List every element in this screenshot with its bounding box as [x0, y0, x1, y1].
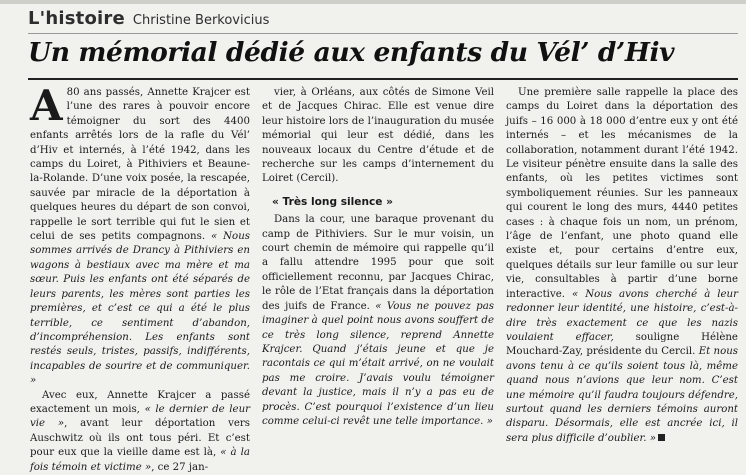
quote-text: « Vous ne pouvez pas imaginer à quel point nous avons souffert de ce très long silence, reprend Annette Krajcer. Quand j’étais jeune et que je racontais ce qui m’était arrivé, on ne voulait pas me croire. J’avais voulu témoigner devant la justice, mais il n’y a pas eu de procès. C’est pourquoi l’existence d’un lieu comme celui-ci revêt une telle importance. »	[262, 300, 494, 427]
paragraph	[262, 213, 494, 429]
paragraph	[262, 86, 494, 187]
paragraph	[30, 81, 250, 389]
article-column-1	[30, 81, 251, 473]
paragraph-text: 80 ans passés, Annette Krajcer est l’une des rares à pouvoir encore témoigner du sort des 4400 enfants arrêtés lors de la rafle du Vél’ d’Hiv et internés, à l’été 1942, dans les camps du Loiret, à Pithiviers et Beaune-la-Rolande. D’une voix posée, la rescapée, sauvée par miracle de la déportation à quelques heures du départ de son convoi, rappelle le sort terrible qui fut le sien et celui de ses petits compagnons.	[30, 87, 250, 243]
top-rule	[0, 0, 746, 4]
article-headline: Un mémorial dédié aux enfants du Vél’ d’Hiv	[28, 37, 675, 68]
article-column-2	[262, 86, 494, 427]
rubric-rule	[28, 33, 738, 34]
rubric-bar	[28, 8, 269, 32]
paragraph-text: souligne Hélène Mouchard-Zay, présidente du Cercil.	[506, 331, 738, 358]
article-column-3	[506, 86, 738, 444]
end-of-article-icon	[658, 434, 665, 441]
drop-cap: A	[30, 81, 63, 130]
quote-text: Et nous avons tenu à ce qu’ils soient tous là, même quand nous n’avions que leur nom. C’est une mémoire qu’il faudra toujours défendre, surtout quand les derniers témoins auront disparu. Désormais, elle est ancrée ici, il sera plus difficile d’oublier. »	[506, 346, 738, 444]
quote-text: « le dernier de leur vie »	[30, 403, 250, 430]
quote-text: « à la fois témoin et victime »	[30, 447, 250, 473]
paragraph-text: , ce 27 jan-	[151, 461, 209, 473]
author-byline: Christine Berkovicius	[132, 13, 270, 28]
paragraph-text: Dans la cour, une baraque provenant du camp de Pithiviers. Sur le mur voisin, un court chemin de mémoire qui rappelle qu’il a fallu attendre 1995 pour que soit officiellement reconnu, par Jacques Chirac, le rôle de l’Etat français dans la déportation des juifs de France.	[262, 214, 494, 312]
paragraph	[30, 389, 250, 475]
quote-text: « Nous avons cherché à leur redonner leur identité, une histoire, c’est-à-dire très exactement ce que les nazis voulaient effacer,	[506, 288, 738, 343]
paragraph-text: vier, à Orléans, aux côtés de Simone Veil et de Jacques Chirac. Elle est venue dire leur histoire lors de l’inauguration du musée mémorial qui leur est dédié, dans les nouveaux locaux du Centre d’étude et de recherche sur les camps d’internement du Loiret (Cercil).	[262, 87, 494, 185]
headline-rule	[28, 78, 738, 80]
paragraph-text: , avant leur déportation vers Auschwitz où ils ont tous péri. Et c’est pour eux que la vieille dame est là,	[30, 418, 251, 459]
section-rubric: L'histoire	[28, 8, 125, 29]
quote-text: « Nous sommes arrivés de Drancy à Pithiviers en wagons à bestiaux avec ma mère et ma sœur. Puis les enfants ont été séparés de leurs parents, les mères sont parties les premières, et c’est ce qui a été le plus terrible, ce sentiment d’abandon, d’incompréhension. Les enfants sont restés seuls, tristes, passifs, indifférents, incapables de sourire et de communiquer. »	[30, 231, 250, 387]
paragraph	[506, 86, 738, 446]
subheading: « Très long silence »	[272, 195, 394, 208]
paragraph-text: Avec eux, Annette Krajcer a passé exactement un mois,	[30, 389, 250, 415]
paragraph-text: Une première salle rappelle la place des camps du Loiret dans la déportation des juifs – 16 000 à 18 000 d’entre eux y ont été internés – et les mécanismes de la collaboration, notamment durant l’été 1942. Le visiteur pénètre ensuite dans la salle des enfants, où les petites victimes sont symboliquement réunies. Sur les panneaux qui courent le long des murs, 4440 petites cases : à chaque fois un nom, un prénom, l’âge de l’enfant, une photo quand elle existe et, pour certains d’entre eux, quelques détails sur leur famille ou sur leur vie, consultables à partir d’une borne interactive.	[506, 87, 738, 300]
